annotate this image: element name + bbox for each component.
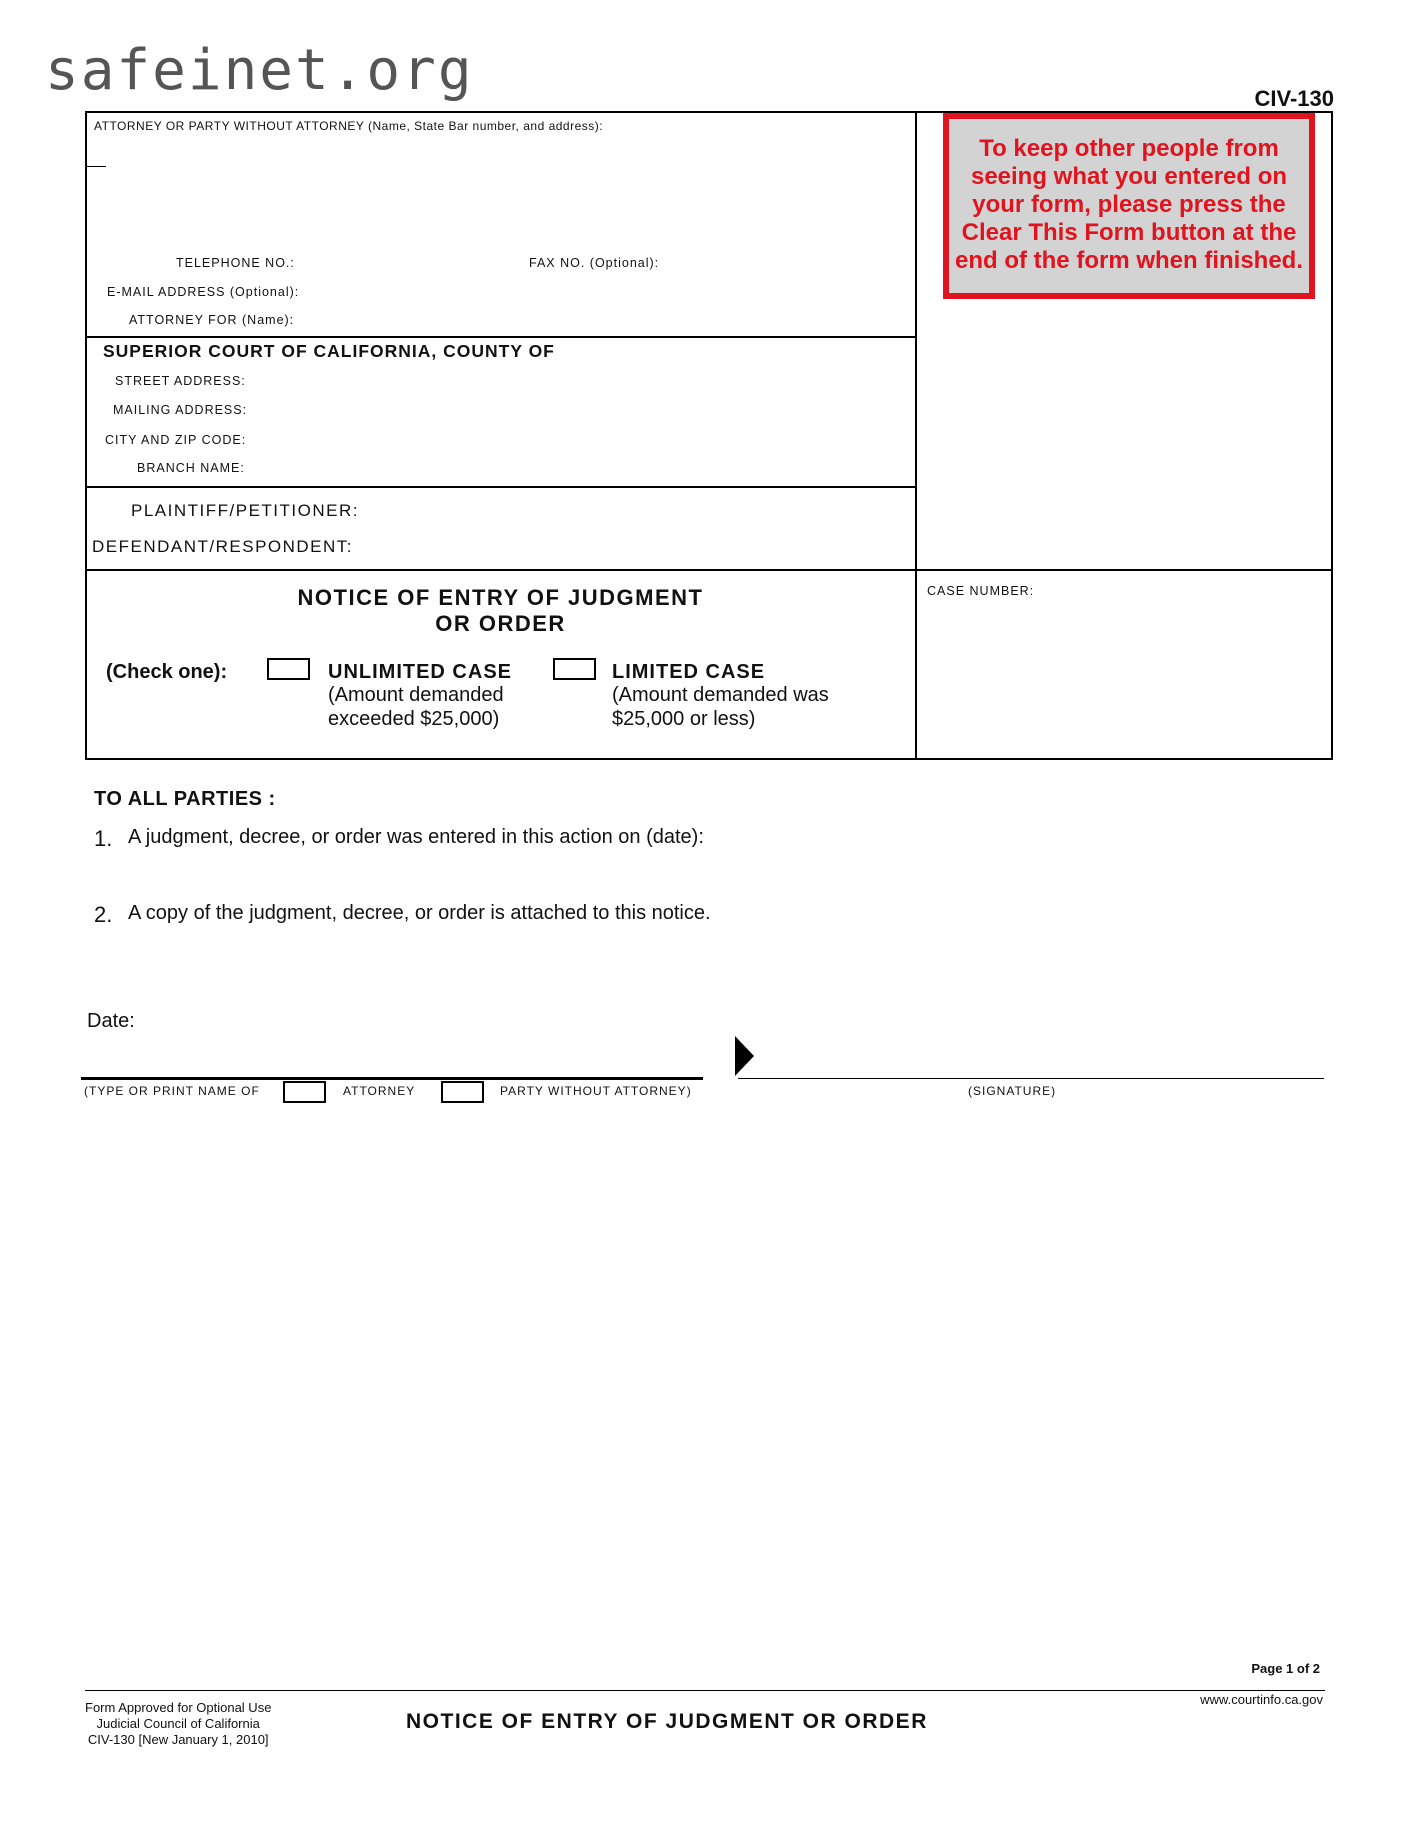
form-number: CIV-130 (1254, 86, 1334, 111)
item-1-text: A judgment, decree, or order was entered in this action on (date): (128, 826, 704, 848)
limited-case-desc-1: (Amount demanded was (612, 684, 829, 706)
item-2-text: A copy of the judgment, decree, or order is attached to this notice. (128, 902, 711, 924)
item-1-number: 1. (94, 826, 113, 851)
watermark-text: safeinet.org (45, 38, 474, 103)
limited-case-checkbox[interactable] (553, 658, 596, 680)
unlimited-case-title: UNLIMITED CASE (328, 661, 512, 683)
attorney-for-label: ATTORNEY FOR (Name): (129, 313, 295, 327)
attorney-label: ATTORNEY OR PARTY WITHOUT ATTORNEY (Name, State Bar number, and address): (94, 119, 604, 133)
date-label: Date: (87, 1010, 135, 1032)
name-line[interactable] (81, 1077, 703, 1080)
footer-rule (85, 1690, 1325, 1691)
street-address-label: STREET ADDRESS: (115, 374, 246, 388)
fax-label: FAX NO. (Optional): (529, 256, 660, 270)
branch-name-label: BRANCH NAME: (137, 461, 245, 475)
unlimited-case-checkbox[interactable] (267, 658, 310, 680)
limited-case-title: LIMITED CASE (612, 661, 766, 683)
footer-title: NOTICE OF ENTRY OF JUDGMENT OR ORDER (406, 1710, 928, 1733)
unlimited-case-desc-2: exceeded $25,000) (328, 708, 500, 730)
item-2-number: 2. (94, 902, 113, 927)
attorney-checkbox-label: ATTORNEY (343, 1084, 416, 1098)
court-divider (85, 486, 916, 488)
to-all-parties: TO ALL PARTIES : (94, 788, 276, 810)
mailing-address-label: MAILING ADDRESS: (113, 403, 248, 417)
footer-left-block (85, 1700, 271, 1748)
telephone-label: TELEPHONE NO.: (176, 256, 295, 270)
case-number-field[interactable] (920, 605, 1325, 750)
email-label: E-MAIL ADDRESS (Optional): (107, 285, 300, 299)
caption-divider (915, 111, 917, 760)
case-number-label: CASE NUMBER: (927, 584, 1035, 598)
page-number: Page 1 of 2 (1251, 1661, 1320, 1676)
footer-approved: Form Approved for Optional Use (85, 1700, 272, 1715)
limited-case-desc-2: $25,000 or less) (612, 708, 756, 730)
notice-title-line2: OR ORDER (435, 611, 566, 636)
footer-form-revision: CIV-130 [New January 1, 2010] (87, 1732, 269, 1747)
plaintiff-label: PLAINTIFF/PETITIONER: (131, 501, 359, 520)
party-without-attorney-label: PARTY WITHOUT ATTORNEY) (500, 1084, 692, 1098)
party-without-attorney-checkbox[interactable] (441, 1081, 484, 1103)
footer-council: Judicial Council of California (96, 1716, 260, 1731)
defendant-label: DEFENDANT/RESPONDENT: (92, 537, 354, 556)
footer-website[interactable]: www.courtinfo.ca.gov (1200, 1692, 1323, 1707)
city-zip-label: CITY AND ZIP CODE: (105, 433, 247, 447)
attorney-field-mark (86, 166, 106, 167)
check-one-label: (Check one): (106, 661, 228, 683)
signature-line[interactable] (738, 1078, 1324, 1079)
clear-form-warning: To keep other people from seeing what you entered on your form, please press the Clear This Form button at the end of the form when finished. (943, 113, 1315, 299)
type-print-name-label: (TYPE OR PRINT NAME OF (84, 1084, 260, 1098)
notice-title-line1: NOTICE OF ENTRY OF JUDGMENT (297, 585, 704, 610)
signature-arrow-icon (735, 1036, 754, 1076)
header-divider (85, 336, 916, 338)
attorney-checkbox[interactable] (283, 1081, 326, 1103)
title-divider (85, 569, 1333, 571)
court-title: SUPERIOR COURT OF CALIFORNIA, COUNTY OF (103, 341, 555, 361)
unlimited-case-desc-1: (Amount demanded (328, 684, 504, 706)
signature-label: (SIGNATURE) (968, 1084, 1057, 1098)
